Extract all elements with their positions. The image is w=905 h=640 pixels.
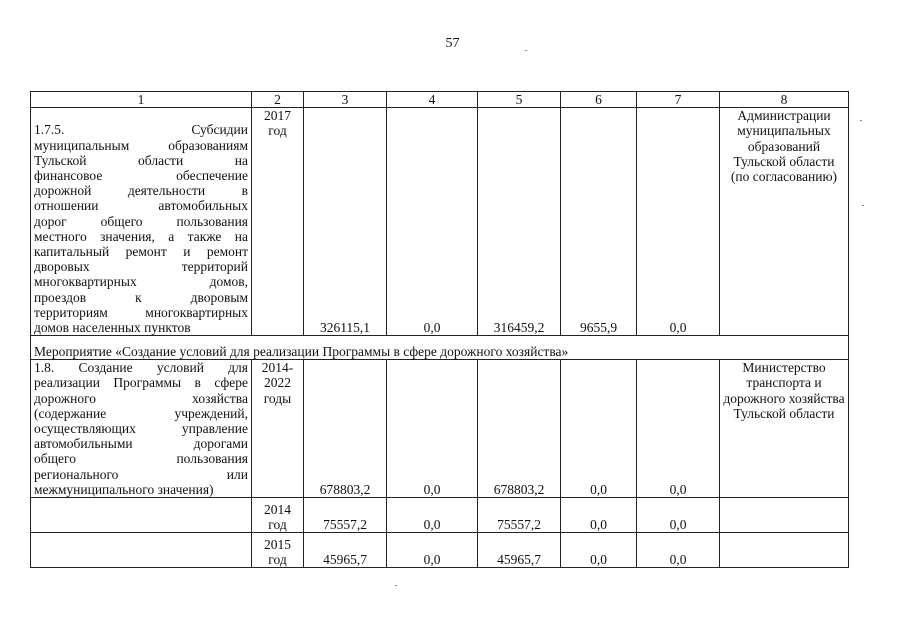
value-col-5: 316459,2	[478, 108, 561, 336]
description-line: местного значения, а также на	[34, 228, 248, 244]
description-line: межмуниципального значения)	[34, 481, 214, 497]
executor-cell: Министерство транспорта и дорожного хозяйства Тульской области	[720, 360, 849, 498]
executor-cell: Администрации муниципальных образований Тульской области (по согласованию)	[720, 108, 849, 336]
description-line: 1.8. Создание условий для	[34, 360, 248, 376]
description-line: проездов к дворовым	[34, 289, 248, 305]
measure-description	[31, 360, 252, 498]
value-col-4: 0,0	[387, 498, 478, 533]
description-line: Тульской области на	[34, 152, 248, 168]
program-table	[30, 91, 849, 568]
total-value: 45965,7	[304, 533, 387, 568]
column-number: 2	[252, 92, 304, 108]
table-row-1-7-5	[31, 108, 849, 336]
table-row-2015	[31, 533, 849, 568]
empty-description	[31, 533, 252, 568]
scan-speck	[862, 205, 864, 206]
section-title: Мероприятие «Создание условий для реализации Программы в сфере дорожного хозяйства»	[31, 336, 849, 360]
empty-executor	[720, 533, 849, 568]
description-line: автомобильными дорогами	[34, 436, 248, 452]
description-line: многоквартирных домов,	[34, 274, 248, 290]
column-number: 7	[637, 92, 720, 108]
description-line: муниципальным образованиям	[34, 137, 248, 153]
description-line: дорожной деятельности в	[34, 183, 248, 199]
value-col-7: 0,0	[637, 498, 720, 533]
description-line: территориям многоквартирных	[34, 304, 248, 320]
column-number: 5	[478, 92, 561, 108]
value-col-5: 678803,2	[478, 360, 561, 498]
column-number: 3	[304, 92, 387, 108]
period-cell: 2014-2022 годы	[252, 360, 304, 498]
page-number: 57	[445, 36, 460, 51]
total-value: 326115,1	[304, 108, 387, 336]
value-col-5: 45965,7	[478, 533, 561, 568]
description-line: дворовых территорий	[34, 259, 248, 275]
value-col-4: 0,0	[387, 360, 478, 498]
scan-speck	[395, 585, 397, 586]
description-line: дорожного хозяйства	[34, 390, 248, 406]
value-col-4: 0,0	[387, 533, 478, 568]
total-value: 75557,2	[304, 498, 387, 533]
value-col-6: 9655,9	[561, 108, 637, 336]
column-number: 1	[31, 92, 252, 108]
description-line: дорог общего пользования	[34, 213, 248, 229]
description-line: капитальный ремонт и ремонт	[34, 243, 248, 259]
scan-speck	[860, 120, 862, 121]
description-line: регионального или	[34, 466, 248, 482]
value-col-7: 0,0	[637, 360, 720, 498]
description-line: домов населенных пунктов	[34, 320, 191, 335]
column-number: 6	[561, 92, 637, 108]
period-cell: 2017 год	[252, 108, 304, 336]
description-line: отношении автомобильных	[34, 198, 248, 214]
column-number: 8	[720, 92, 849, 108]
period-cell: 2015 год	[252, 533, 304, 568]
scan-speck	[525, 50, 527, 51]
value-col-6: 0,0	[561, 360, 637, 498]
empty-description	[31, 498, 252, 533]
description-line: реализации Программы в сфере	[34, 375, 248, 391]
description-line: общего пользования	[34, 451, 248, 467]
value-col-5: 75557,2	[478, 498, 561, 533]
description-line: 1.7.5. Субсидии	[34, 122, 248, 138]
description-line: (содержание учреждений,	[34, 405, 248, 421]
table-row-1-8	[31, 360, 849, 498]
description-line: финансовое обеспечение	[34, 167, 248, 183]
value-col-4: 0,0	[387, 108, 478, 336]
value-col-7: 0,0	[637, 108, 720, 336]
period-cell: 2014 год	[252, 498, 304, 533]
description-line: осуществляющих управление	[34, 421, 248, 437]
column-number: 4	[387, 92, 478, 108]
empty-executor	[720, 498, 849, 533]
table-row-2014	[31, 498, 849, 533]
total-value: 678803,2	[304, 360, 387, 498]
section-row	[31, 336, 849, 360]
column-number-row	[31, 92, 849, 108]
measure-description	[31, 108, 252, 336]
value-col-6: 0,0	[561, 533, 637, 568]
value-col-6: 0,0	[561, 498, 637, 533]
value-col-7: 0,0	[637, 533, 720, 568]
